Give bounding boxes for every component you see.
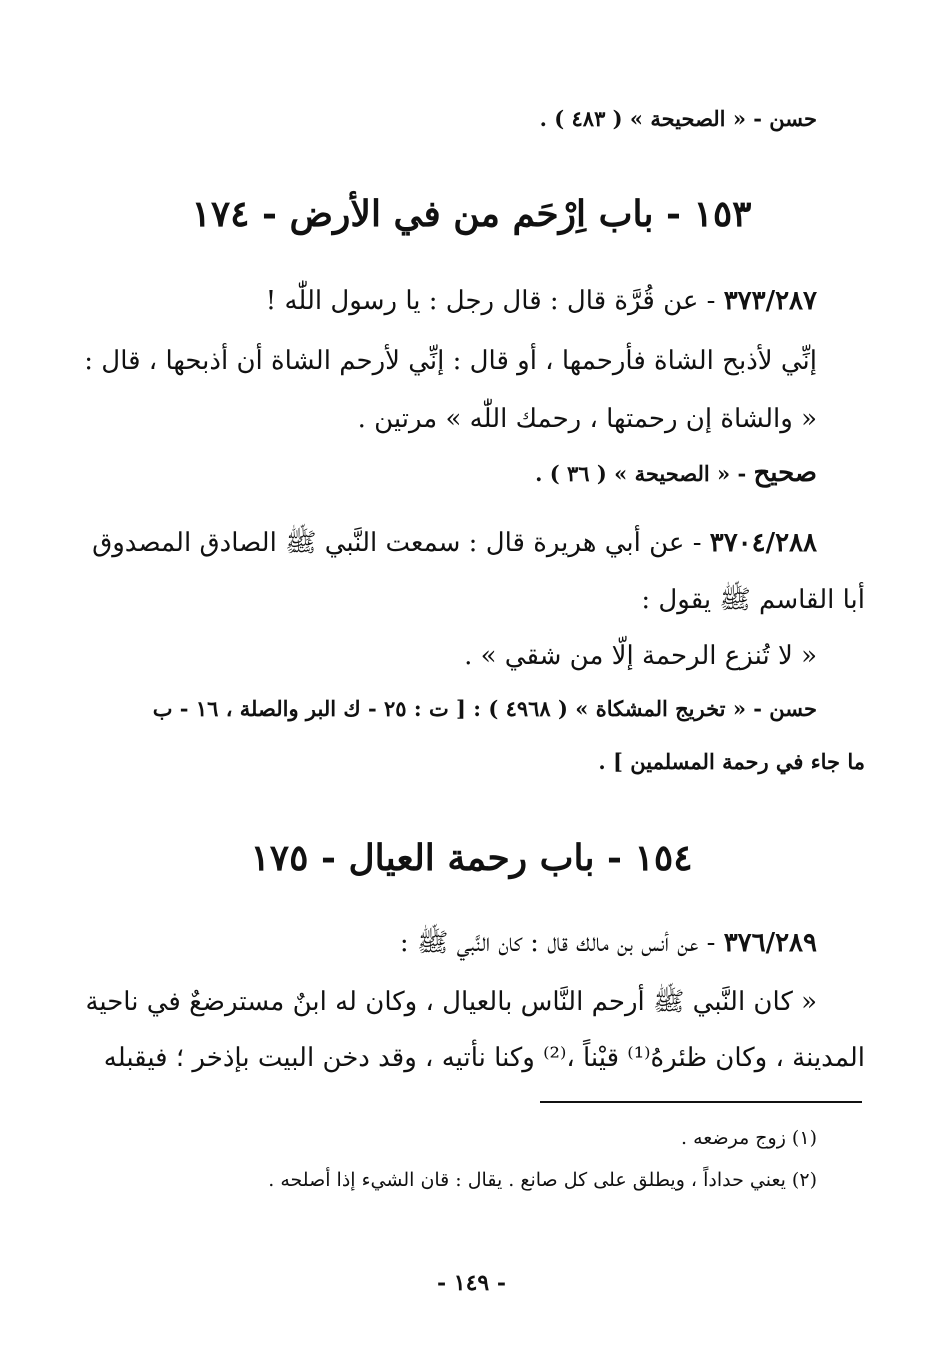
hadith-288-line-3: « لا تُنزع الرحمة إلّا من شقي » . <box>464 641 817 671</box>
hadith-text: - عن أنس بن مالك قال : كان النَّبي ﷺ : <box>399 928 724 958</box>
hadith-287-line-1 <box>100 283 817 319</box>
grade-reference: - « تخريج المشكاة » ( ٤٩٦٨ ) : [ ت : ٢٥ - ك البر والصلة ، ١٦ - ب <box>152 696 770 721</box>
hadith-289-line-2: « كان النَّبي ﷺ أرحم النَّاس بالعيال ، وكان له ابنٌ مسترضعٌ في ناحية <box>85 987 817 1017</box>
grade-line-top <box>100 100 817 137</box>
grade-reference: - « الصحيحة » ( ٤٨٣ ) . <box>539 106 770 131</box>
footnote-2: (٢) يعني حداداً ، ويطلق على كل صانع . يقال : قان الشيء إذا أصلحه . <box>268 1169 817 1191</box>
hadith-287-line-2: إنِّي لأذبح الشاة فأرحمها ، أو قال : إنِّي لأرحم الشاة أن أذبحها ، قال : <box>84 346 817 376</box>
page-number: - ١٤٩ - <box>436 1270 507 1296</box>
hadith-288-line-1 <box>92 525 817 561</box>
chapter-heading-153: ١٥٣ - باب اِرْحَم من في الأرض - ١٧٤ <box>191 193 752 235</box>
hadith-287-grade <box>100 455 817 492</box>
footnote-1: (١) زوج مرضعه . <box>681 1127 817 1149</box>
grade-reference: - « الصحيحة » ( ٣٦ ) . <box>535 461 754 486</box>
hadith-288-grade-line-2: ما جاء في رحمة المسلمين ] . <box>598 749 865 774</box>
hadith-289-line-1 <box>100 925 817 961</box>
hadith-287-line-3: « والشاة إن رحمتها ، رحمك اللّٰه » مرتين . <box>357 404 817 434</box>
hadith-text: - عن أبي هريرة قال : سمعت النَّبي ﷺ الصادق المصدوق <box>92 528 710 558</box>
grade-label: حسن <box>769 696 817 721</box>
hadith-288-line-2: أبا القاسم ﷺ يقول : <box>641 585 865 615</box>
grade-label: صحيح <box>753 458 817 488</box>
chapter-heading-154: ١٥٤ - باب رحمة العيال - ١٧٥ <box>250 837 693 879</box>
hadith-number: ٣٧٣/٢٨٧ <box>723 286 817 316</box>
hadith-text: - عن قُرَّة قال : قال رجل : يا رسول اللّٰه ! <box>265 286 724 316</box>
hadith-288-grade <box>108 690 817 727</box>
grade-label: حسن <box>769 106 817 131</box>
hadith-289-line-3: المدينة ، وكان ظئرهُ⁽¹⁾ قيْناً ،⁽²⁾ وكنا نأتيه ، وقد دخن البيت بإذخر ؛ فيقبله <box>103 1043 865 1073</box>
footnote-divider <box>540 1101 862 1103</box>
hadith-number: ٣٧٠٤/٢٨٨ <box>709 528 817 558</box>
hadith-number: ٣٧٦/٢٨٩ <box>723 928 817 958</box>
